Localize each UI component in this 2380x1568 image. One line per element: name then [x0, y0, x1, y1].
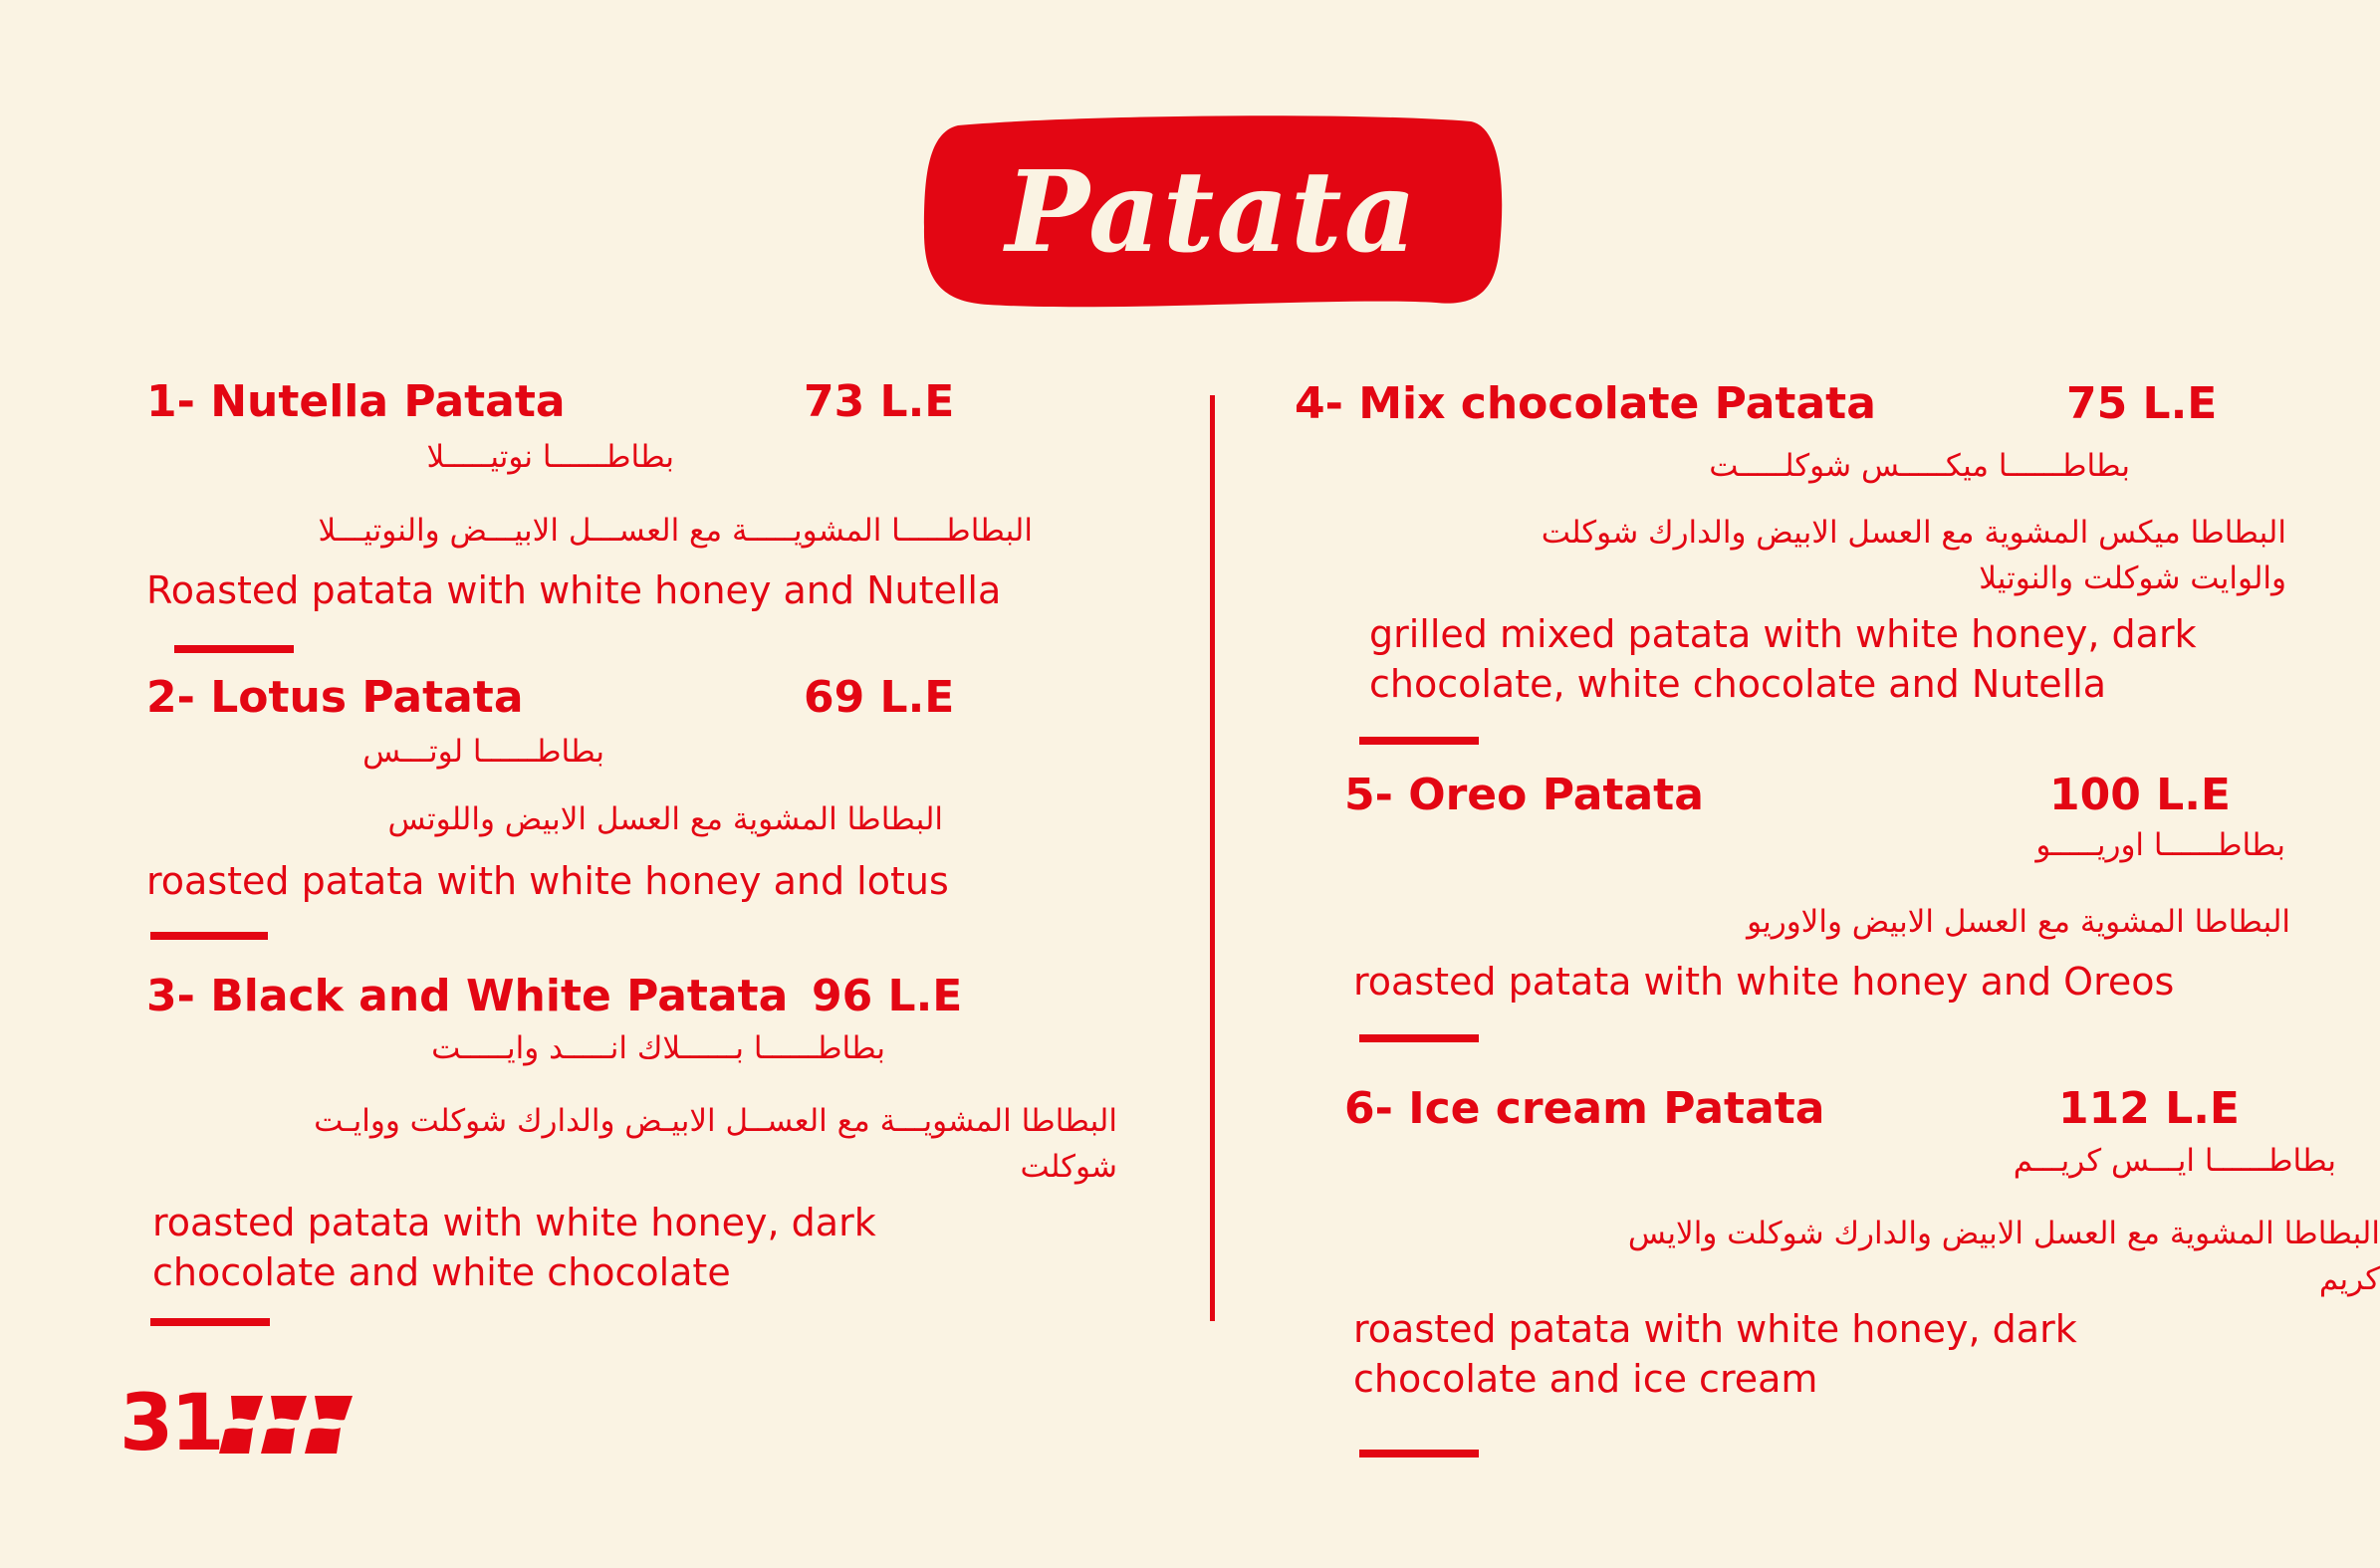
item-arabic-description: البطاطا المشويـــة مع العســل الابيـض والدارك شوكلت ووايـت شوكلت — [314, 1103, 1117, 1185]
item-arabic-name: بطاطــــــا ميكـــــس شوكلـــــت — [1709, 448, 2130, 484]
item-arabic-description: البطاطا المشوية مع العسل الابيض واللوتس — [387, 801, 943, 837]
item-price: 96 L.E — [812, 971, 963, 1021]
menu-item-ice-cream — [1344, 1083, 2380, 1461]
item-underline — [1359, 1450, 1479, 1457]
item-price: 100 L.E — [2049, 770, 2231, 820]
item-underline — [1359, 737, 1479, 745]
item-name: 5- Oreo Patata — [1344, 770, 1704, 820]
item-arabic-description: البطاطا المشوية مع العسل الابيض والدارك شوكلت والايس كريم — [1627, 1216, 2380, 1297]
item-arabic-description: البطاطا المشوية مع العسل الابيض والاوريو — [1747, 904, 2290, 940]
column-divider — [1210, 395, 1215, 1321]
item-underline — [150, 1318, 270, 1326]
menu-item-mix-chocolate — [1295, 378, 2286, 747]
item-arabic-description: البطاطـــــا المشويـــــة مع العســـل الابيـــض والنوتيـــلا — [318, 513, 1033, 549]
menu-item-black-and-white — [146, 971, 1117, 1329]
brand-logo-icon — [219, 1394, 358, 1456]
item-arabic-name: بطاطــــــا لوتـــس — [362, 734, 604, 770]
item-name: 1- Nutella Patata — [146, 376, 566, 427]
item-english-description: roasted patata with white honey and lotus — [146, 859, 949, 903]
item-name: 3- Black and White Patata — [146, 971, 789, 1021]
item-arabic-name: بطاطــــــا اوريـــــو — [2035, 827, 2285, 863]
item-price: 75 L.E — [2066, 378, 2218, 429]
item-english-description: roasted patata with white honey, dark chocolate and ice cream — [1353, 1307, 2077, 1401]
item-english-description: grilled mixed patata with white honey, dark chocolate, white chocolate and Nutella — [1369, 612, 2197, 706]
item-english-description: roasted patata with white honey, dark chocolate and white chocolate — [152, 1201, 876, 1294]
page-title: Patata — [1005, 146, 1419, 278]
menu-item-lotus — [146, 672, 1023, 951]
item-arabic-name: بطاطــــــا ايـــس كريـــم — [2013, 1143, 2336, 1179]
menu-item-nutella — [146, 376, 1033, 665]
item-arabic-name: بطاطــــــا بــــــلاك انـــــد وايـــــت — [431, 1030, 885, 1066]
item-english-description: roasted patata with white honey and Oreos — [1353, 960, 2175, 1004]
item-underline — [150, 932, 268, 940]
item-price: 69 L.E — [804, 672, 955, 723]
menu-item-oreo — [1344, 770, 2290, 1048]
item-english-description: Roasted patata with white honey and Nutella — [146, 568, 1002, 612]
page-number: 31 — [119, 1379, 222, 1468]
item-price: 73 L.E — [804, 376, 955, 427]
item-name: 4- Mix chocolate Patata — [1295, 378, 1876, 429]
item-arabic-description: البطاطا ميكس المشوية مع العسل الابيض والدارك شوكلت والوايت شوكلت والنوتيلا — [1541, 515, 2286, 596]
item-underline — [1359, 1034, 1479, 1042]
item-underline — [174, 645, 294, 653]
title-banner — [918, 108, 1506, 317]
item-name: 2- Lotus Patata — [146, 672, 524, 723]
item-price: 112 L.E — [2058, 1083, 2240, 1134]
item-name: 6- Ice cream Patata — [1344, 1083, 1825, 1134]
item-arabic-name: بطاطــــــا نوتيـــــلا — [426, 439, 674, 475]
